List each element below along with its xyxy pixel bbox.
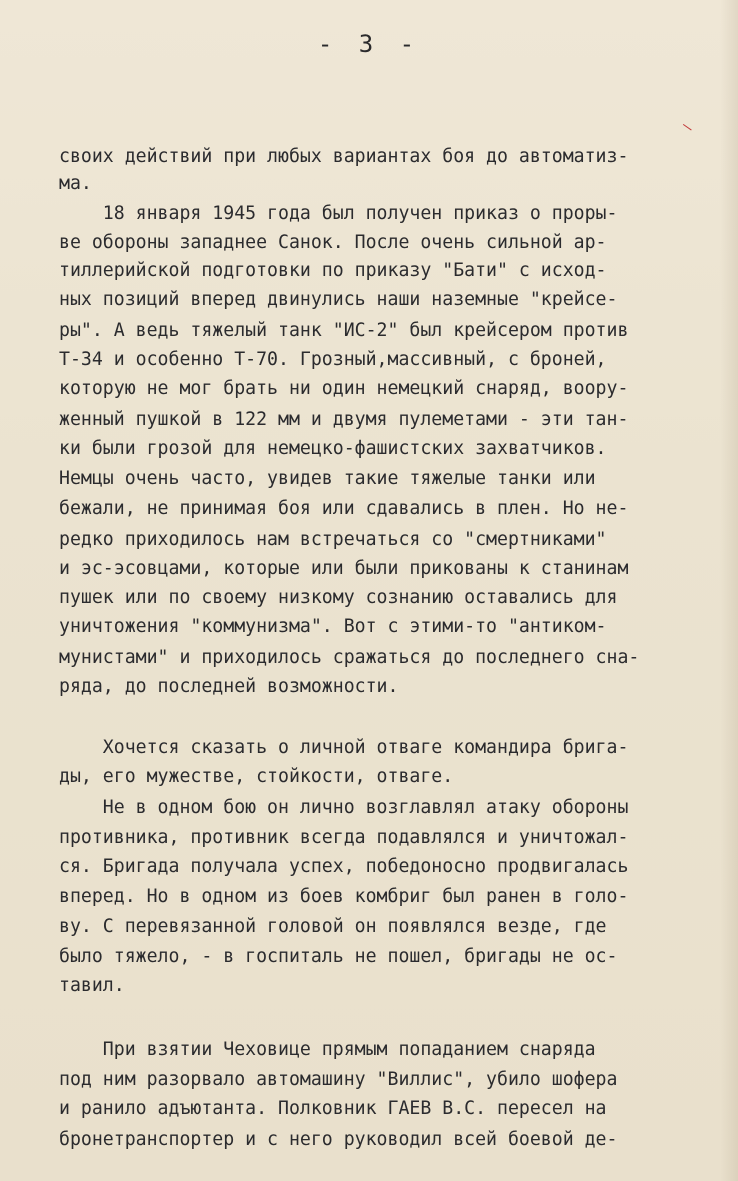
text-line: Хочется сказать о личной отваге командира брига- [59, 737, 629, 758]
text-line: своих действий при любых вариантах боя до автоматиз- [59, 146, 629, 167]
text-line: Немцы очень часто, увидев такие тяжелые танки или [59, 468, 596, 489]
text-line: и ранило адъютанта. Полковник ГАЕВ В.С. пересел на [59, 1098, 607, 1119]
text-line: и эс-эсовцами, которые или были прикованы к станинам [59, 558, 629, 579]
text-line: пушек или по своему низкому сознанию оставались для [59, 587, 618, 608]
text-line: ряда, до последней возможности. [59, 676, 399, 697]
text-line: ных позиций вперед двинулись наши наземные "крейсе- [59, 289, 618, 310]
text-line: женный пушкой в 122 мм и двумя пулеметами - эти тан- [59, 409, 629, 430]
text-line: вперед. Но в одном из боев комбриг был ранен в голо- [59, 886, 629, 907]
text-line: Не в одном бою он лично возглавлял атаку обороны [59, 797, 629, 818]
text-line: которую не мог брать ни один немецкий снаряд, вооpу- [59, 378, 629, 399]
text-line: бронетранспортер и с него руководил всей боевой де- [59, 1129, 618, 1150]
text-line: бежали, не принимая боя или сдавались в плен. Но не- [59, 498, 629, 519]
text-line: ве обороны западнее Санок. После очень сильной ар- [59, 232, 607, 253]
text-line: ся. Бригада получала успех, победоносно продвигалась [59, 856, 629, 877]
text-line: Т-34 и особенно Т-70. Грозный,массивный, с броней, [59, 349, 607, 370]
text-line: ки были грозой для немецко-фашистских захватчиков. [59, 438, 607, 459]
text-line: ры". А ведь тяжелый танк "ИС-2" был крейсером против [59, 320, 629, 341]
text-line: ву. С перевязанной головой он появлялся везде, где [59, 916, 607, 937]
text-line: 18 января 1945 года был получен приказ о проры- [59, 203, 618, 224]
text-line: тиллерийской подготовки по приказу "Бати" с исход- [59, 260, 607, 281]
text-line: При взятии Чеховице прямым попаданием снаряда [59, 1039, 596, 1060]
text-line: ды, его мужестве, стойкости, отваге. [59, 766, 454, 787]
text-line: тавил. [59, 975, 125, 996]
text-line: противника, противник всегда подавлялся и уничтожал- [59, 827, 629, 848]
text-line: уничтожения "коммунизма". Вот с этими-то "антиком- [59, 616, 607, 637]
text-line: было тяжело, - в госпиталь не пошел, бригады не ос- [59, 946, 618, 967]
text-line: мунистами" и приходилось сражаться до последнего сна- [59, 647, 640, 668]
text-line: редко приходилось нам встречаться со "смертниками" [59, 529, 607, 550]
text-line: ма. [59, 173, 92, 194]
page-number: - 3 - [317, 30, 421, 58]
text-line: под ним разорвало автомашину "Виллис", убило шофера [59, 1069, 618, 1090]
